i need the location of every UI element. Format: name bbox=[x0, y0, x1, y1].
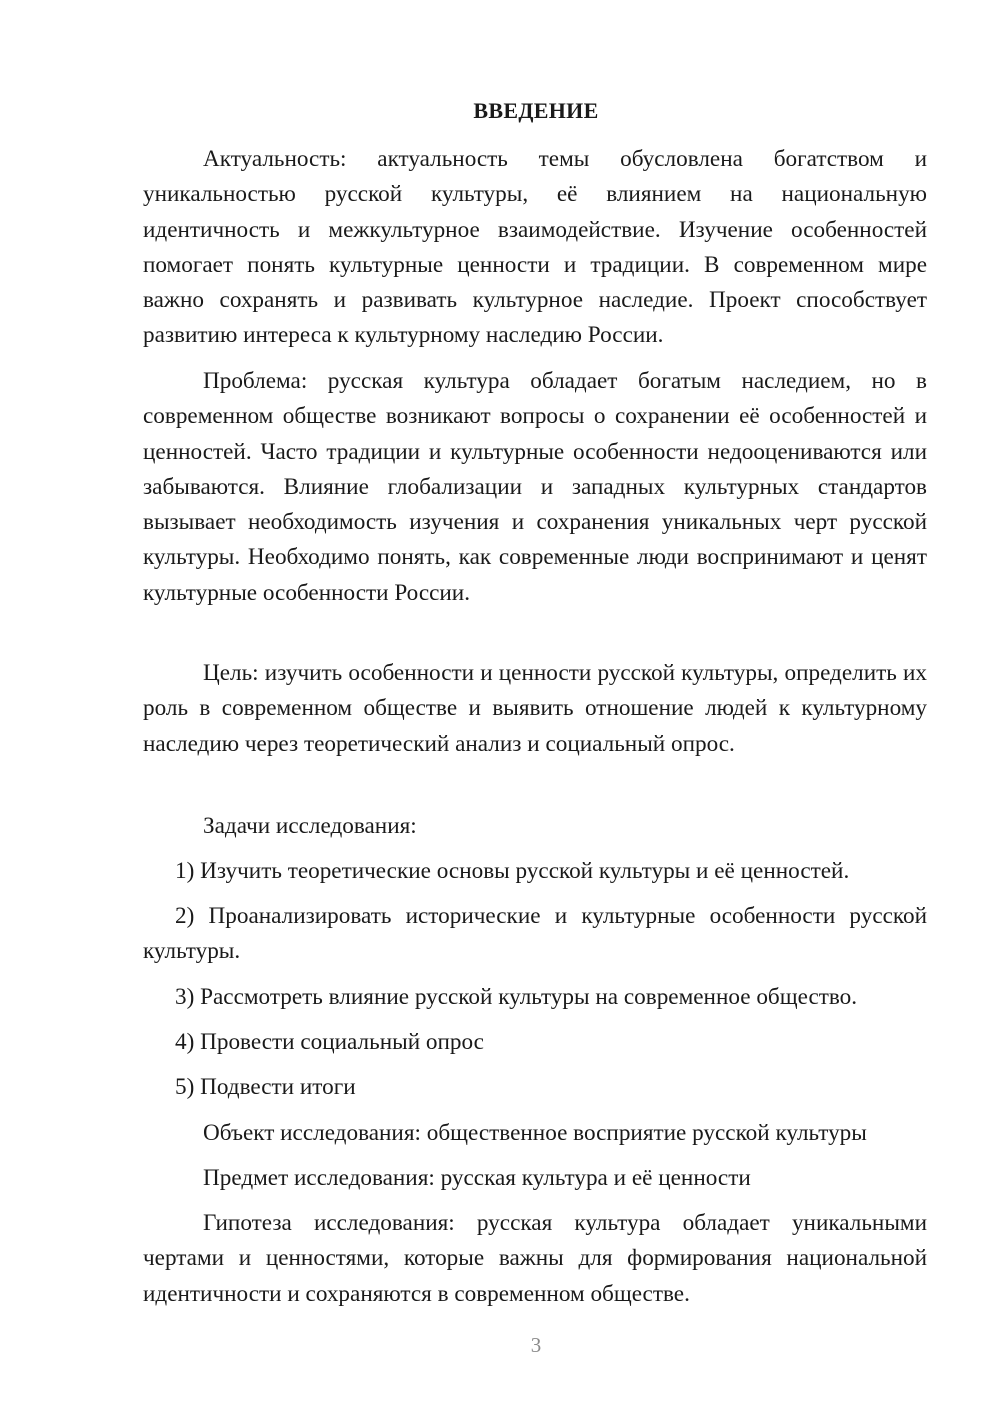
task-item-1: 1) Изучить теоретические основы русской культуры и её ценностей. bbox=[175, 858, 850, 884]
relevance-paragraph: Актуальность: актуальность темы обусловлена богатством и уникальностью русской культуры, её влиянием на национальную идентичность и межкультурное взаимодействие. Изучение особенностей помогает понять культурные ценности и традиции. В современном мире важно сохранять и развивать культурное наследие. Проект способствует развитию интереса к культурному наследию России. bbox=[143, 146, 927, 349]
task-item-3: 3) Рассмотреть влияние русской культуры на современное общество. bbox=[175, 984, 858, 1010]
hypothesis-paragraph: Гипотеза исследования: русская культура обладает уникальными чертами и ценностями, которые важны для формирования национальной идентичности и сохраняются в современном обществе. bbox=[143, 1210, 927, 1307]
tasks-heading: Задачи исследования: bbox=[203, 813, 417, 839]
goal-paragraph: Цель: изучить особенности и ценности русской культуры, определить их роль в современном обществе и выявить отношение людей к культурному наследию через теоретический анализ и социальный опрос. bbox=[143, 660, 927, 757]
page-title: ВВЕДЕНИЕ bbox=[473, 98, 599, 123]
research-object: Объект исследования: общественное восприятие русской культуры bbox=[203, 1120, 867, 1146]
problem-paragraph: Проблема: русская культура обладает богатым наследием, но в современном обществе возникают вопросы о сохранении её особенностей и ценностей. Часто традиции и культурные особенности недооцениваются или забываются. Влияние глобализации и западных культурных стандартов вызывает необходимость изучения и сохранения уникальных черт русской культуры. Необходимо понять, как современные люди воспринимают и ценят культурные особенности России. bbox=[143, 368, 927, 606]
research-subject: Предмет исследования: русская культура и её ценности bbox=[203, 1165, 751, 1191]
task-item-5: 5) Подвести итоги bbox=[175, 1074, 356, 1100]
task-item-2: 2) Проанализировать исторические и культурные особенности русской культуры. bbox=[143, 903, 927, 965]
task-item-4: 4) Провести социальный опрос bbox=[175, 1029, 484, 1055]
page-number: 3 bbox=[530, 1333, 542, 1357]
